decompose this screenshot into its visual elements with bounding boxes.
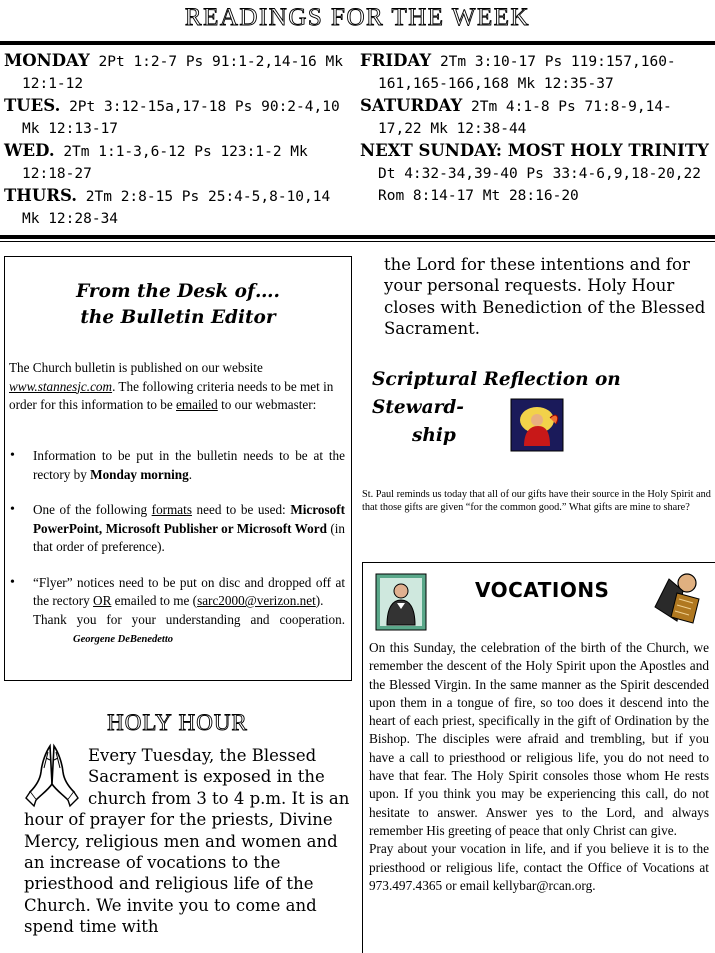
editor-intro-text: . The following criteria needs to be met in order for this information to be [9,378,334,412]
reading-tuesday [4,95,356,140]
reading-day: NEXT SUNDAY: MOST HOLY TRINITY [360,141,709,160]
or-text: OR [93,593,112,608]
editor-intro [9,359,345,415]
list-item-text: emailed to me ( [111,593,198,608]
list-item [5,501,351,557]
criteria-list [5,447,351,650]
icon-spacer [24,745,88,809]
reading-wednesday [4,140,356,185]
thanks-text: Thank you for your understanding and cooperation. [33,611,345,627]
page-title: READINGS FOR THE WEEK [184,4,531,31]
bulletin-editor-box [4,256,352,681]
formats-text: formats [151,502,192,517]
priest-icon [375,573,427,631]
scriptural-heading-line1: Scriptural Reflection on Steward- [372,369,621,418]
email-link[interactable]: sarc2000@verizon.net [197,593,316,608]
readings-rule-bottom [0,241,715,242]
readings-rule-top [0,235,715,239]
emailed-text: emailed [176,397,218,412]
reading-day: TUES. [4,96,61,115]
editor-heading [5,279,351,331]
list-item-text: need to be used: [191,502,291,517]
holy-hour-text: Every Tuesday, the Blessed Sacrament is exposed in the church from 3 to 4 p.m. It is an hour of prayer for the priests, Divine Mercy, religious men and women and an increase of vocations to the priesthood and religious life of the Church. We invite you to come and spend time with [24,746,350,937]
reading-friday [360,50,712,95]
vocations-body [369,639,709,895]
reading-text: 2Pt 1:2-7 Ps 91:1-2,14-16 Mk 12:1-12 [22,54,343,92]
header-rule [0,41,715,45]
reading-next-sunday [360,140,712,207]
website-link[interactable]: www.stannesjc.com [9,378,113,394]
reading-monday [4,50,356,95]
reading-day: WED. [4,141,55,160]
reading-day: FRIDAY [360,51,432,70]
reading-day: SATURDAY [360,96,463,115]
reading-text: 2Pt 3:12-15a,17-18 Ps 90:2-4,10 Mk 12:13-17 [22,99,340,137]
formats-list-text: Microsoft PowerPoint, Microsoft Publisher or Microsoft Word [33,502,345,536]
reading-text: 2Tm 1:1-3,6-12 Ps 123:1-2 Mk 12:18-27 [22,144,308,182]
editor-signature: Georgene DeBenedetto [73,634,174,645]
stewardship-illustration-icon [510,398,564,452]
reading-day: MONDAY [4,51,90,70]
holy-hour-continued: the Lord for these intentions and for your personal requests. Holy Hour closes with Benediction of the Blessed Sacrament. [384,255,706,339]
scriptural-heading-line2: ship [412,425,456,446]
vocations-heading: VOCATIONS [475,578,610,602]
list-item-text: One of the following [33,502,152,517]
reading-day: THURS. [4,186,78,205]
list-item-text: ). [315,593,324,608]
list-item-text: Information to be put in the bulletin needs to be at the rectory by [33,448,345,482]
holy-hour-body [24,745,354,938]
list-item-text: “Flyer” notices need to be put on disc and dropped off at the rectory [33,574,345,608]
editor-heading-line2: the Bulletin Editor [80,307,276,328]
list-item-text: . [188,466,192,482]
reading-thursday [4,185,356,230]
reading-text: 2Tm 3:10-17 Ps 119:157,160-161,165-166,168 Mk 12:35-37 [378,54,676,92]
praying-with-bible-icon [649,569,705,625]
scriptural-body: St. Paul reminds us today that all of our gifts have their source in the Holy Spirit and that those gifts are given “for the common good.” What gifts are mine to share? [362,489,711,514]
editor-intro-text: The Church bulletin is published on our website [9,360,263,375]
list-item [5,574,351,650]
reading-text: 2Tm 4:1-8 Ps 71:8-9,14-17,22 Mk 12:38-44 [378,99,672,137]
reading-text: Dt 4:32-34,39-40 Ps 33:4-6,9,18-20,22 Rom 8:14-17 Mt 28:16-20 [378,166,702,204]
editor-intro-text: to our webmaster: [217,397,317,412]
reading-saturday [360,95,712,140]
holy-hour-heading: HOLY HOUR [107,710,248,735]
reading-text: 2Tm 2:8-15 Ps 25:4-5,8-10,14 Mk 12:28-34 [22,189,331,227]
readings-left-column [4,50,356,230]
vocations-paragraph: On this Sunday, the celebration of the birth of the Church, we remember the descent of the Holy Spirit upon the Apostles and the Blessed Virgin. In the same manner as the Spirit descended upon them in a tongue of fire, so too does it descend into the heart of each priest, specifically in the gift of Ordination by the Bishop. The disciples were afraid and trembling, but if you have a call to priesthood or religious life, you do not need to have that fear. The Holy Spirit consoles those whom He rests upon. If you think you may be experiencing this call, do not hesitate to answer. Answer yes to the Lord, and always remember His greeting of peace that only Christ can give. [369,640,709,838]
editor-heading-line1: From the Desk of…. [76,281,280,302]
readings-right-column [360,50,712,207]
list-item-text: (in that order of preference). [33,520,345,554]
vocations-box [362,562,715,953]
list-item [5,447,351,484]
vocations-paragraph: Pray about your vocation in life, and if you believe it is to the priesthood or religious life, contact the Office of Vocations at 973.497.4365 or email kellybar@rcan.org. [369,841,709,893]
deadline-text: Monday morning [90,466,189,482]
